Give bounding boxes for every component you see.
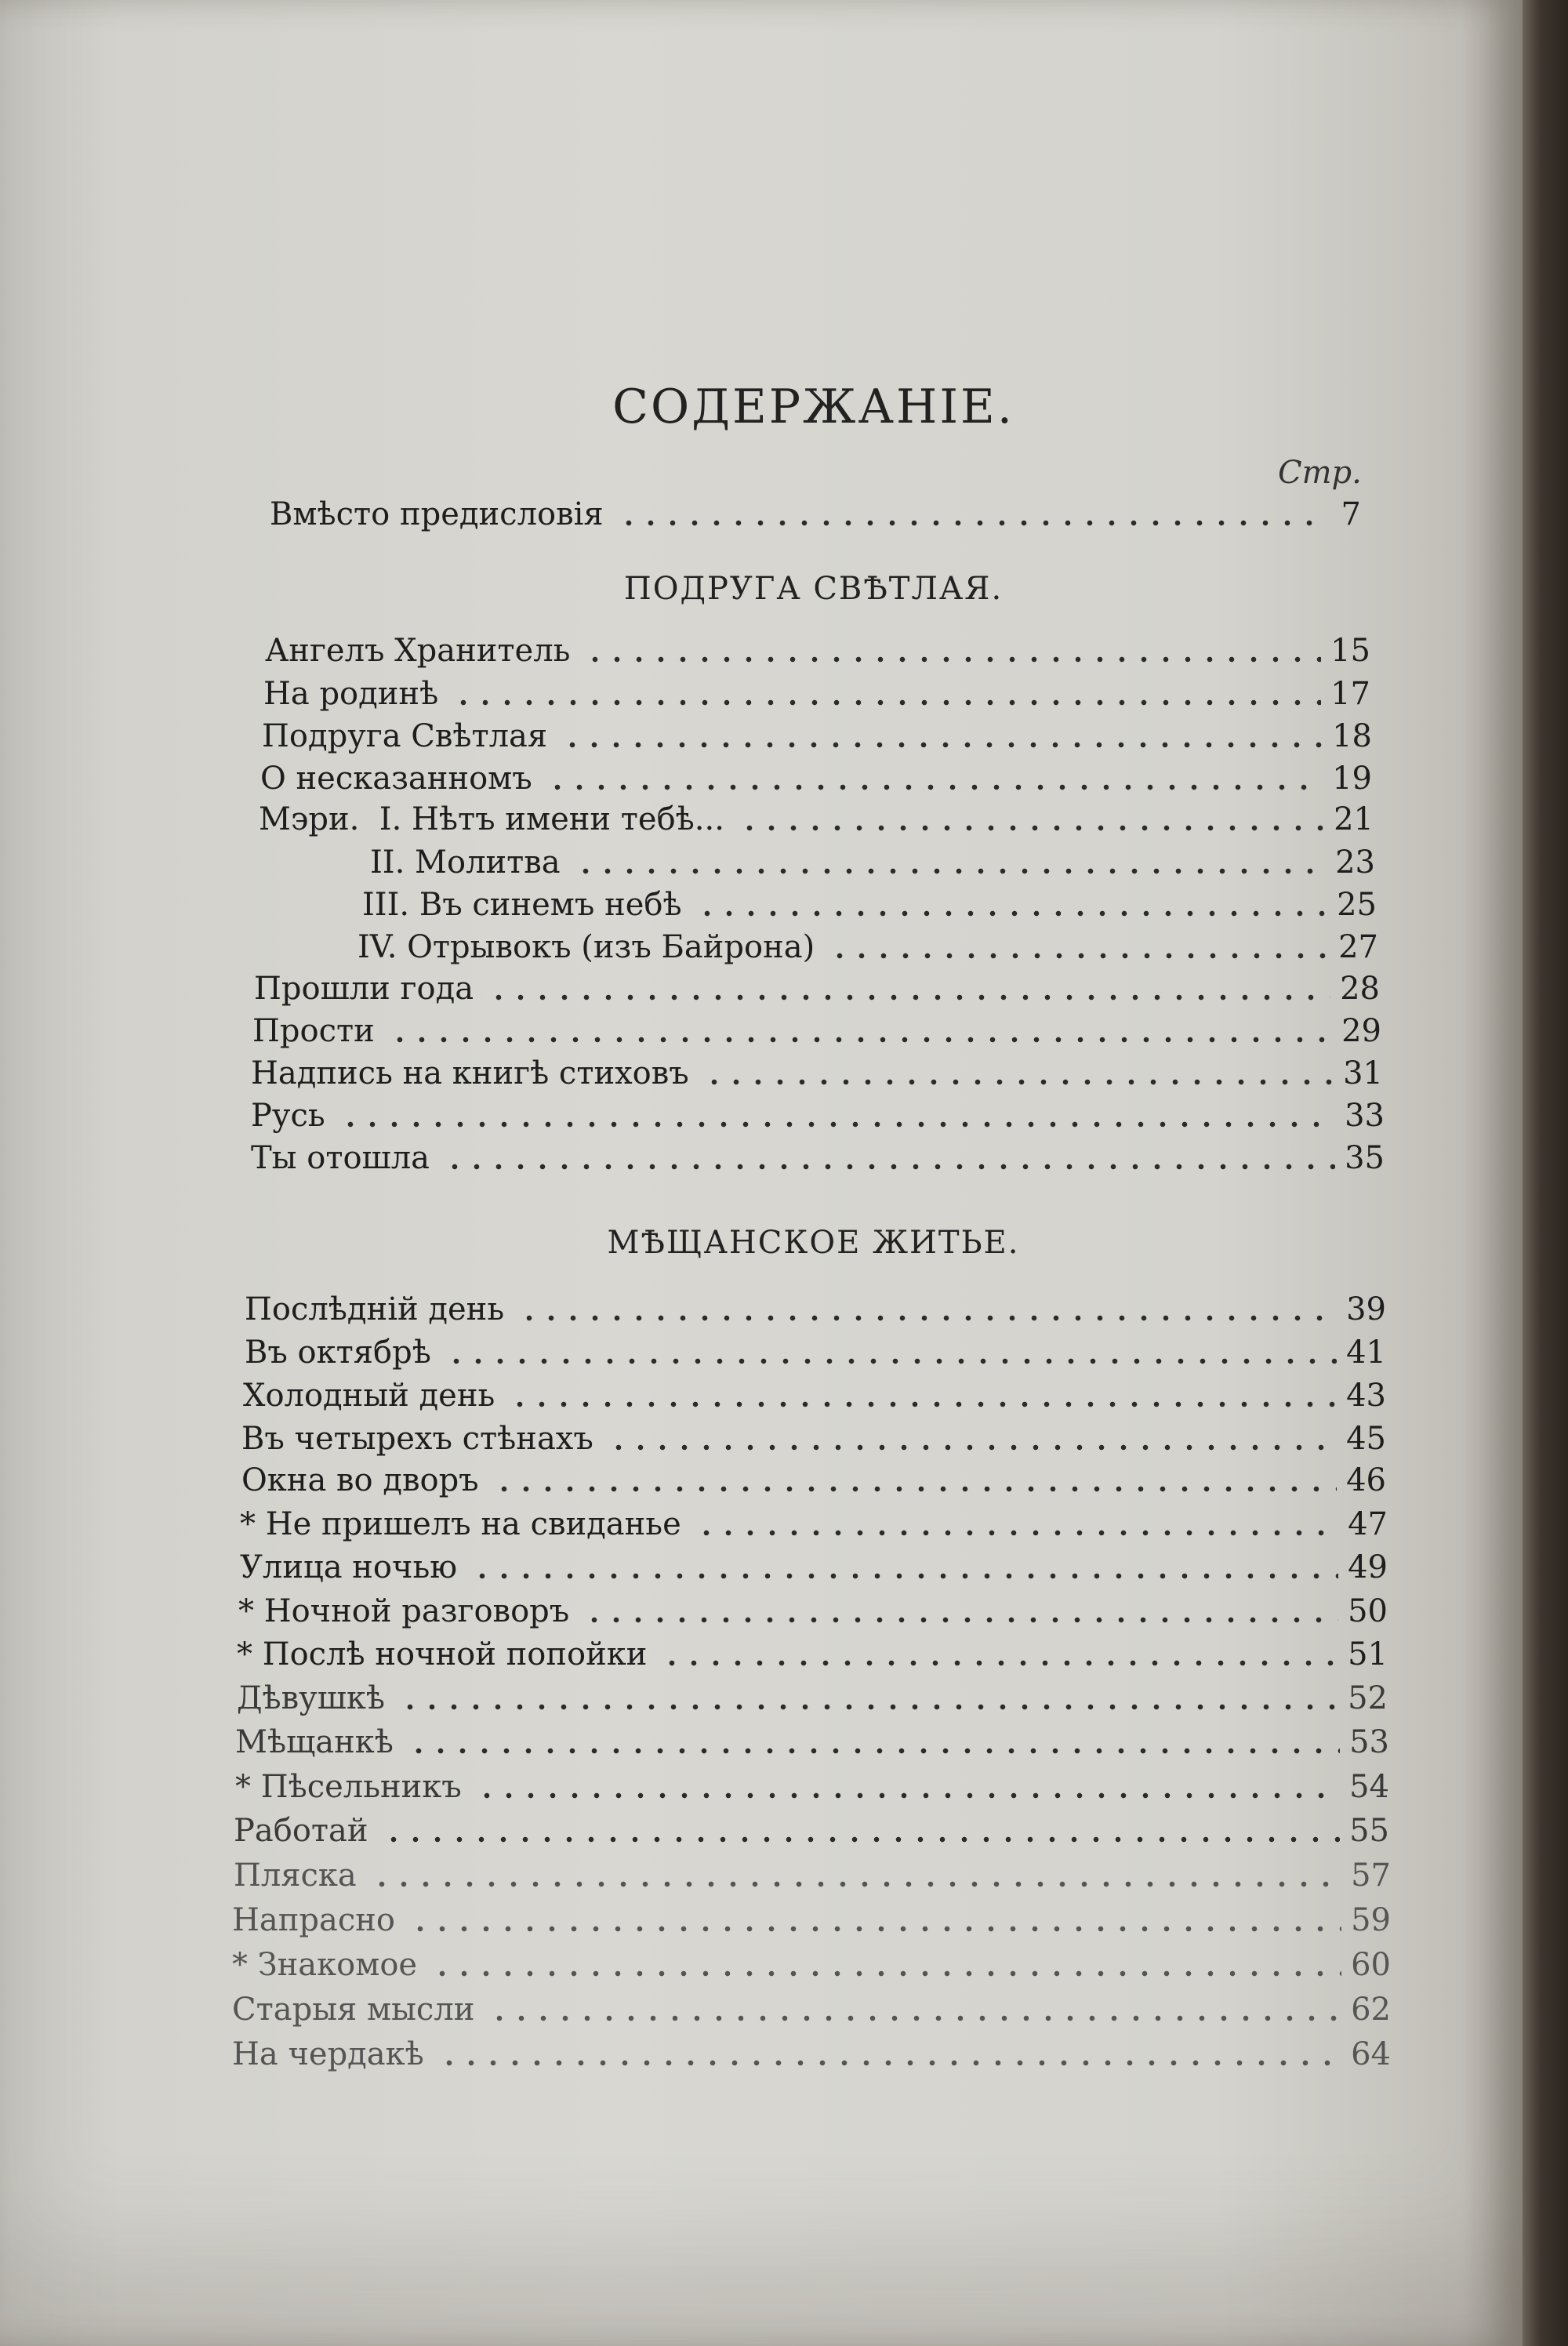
toc-entry <box>259 801 1374 841</box>
dot-leader <box>509 1399 1337 1410</box>
toc-entry-label: Ты отошла <box>251 1140 430 1176</box>
dot-leader <box>829 950 1329 961</box>
dot-leader <box>561 739 1323 750</box>
toc-entry-page: 45 <box>1346 1421 1386 1457</box>
toc-entry-label: * Послѣ ночной попойки <box>237 1636 648 1672</box>
dot-leader <box>444 1161 1335 1172</box>
toc-entry-page: 31 <box>1343 1055 1383 1091</box>
toc-entry-page: 54 <box>1349 1769 1389 1805</box>
section-title: ПОДРУГА СВѢТЛАЯ. <box>623 571 1004 607</box>
dot-leader <box>371 1879 1341 1890</box>
toc-entry-label: Окна во дворъ <box>241 1462 479 1498</box>
toc-entry-page: 46 <box>1346 1462 1386 1498</box>
toc-entry-page: 28 <box>1340 971 1380 1007</box>
toc-entry <box>260 761 1372 800</box>
toc-entry-page: 62 <box>1351 1992 1391 2028</box>
dot-leader <box>584 654 1321 665</box>
toc-entry-page: 53 <box>1349 1724 1389 1760</box>
toc-entry <box>252 1013 1381 1052</box>
page-column-header: Стр. <box>1278 455 1362 491</box>
dot-leader <box>408 1745 1340 1756</box>
toc-entry <box>237 1636 1388 1676</box>
book-spine-edge <box>1523 0 1568 2346</box>
toc-entry-page: 25 <box>1337 887 1377 923</box>
dot-leader <box>438 2057 1341 2068</box>
toc-entry-page: 19 <box>1332 761 1372 797</box>
dot-leader <box>452 697 1321 708</box>
toc-entry <box>265 633 1370 672</box>
toc-entry-label: * Ночной разговоръ <box>238 1593 570 1629</box>
dot-leader <box>661 1658 1338 1669</box>
toc-entry-label: Въ октябрѣ <box>245 1335 431 1371</box>
dot-leader <box>739 823 1324 833</box>
toc-entry <box>262 718 1372 757</box>
toc-entry-label: * Не пришелъ на свиданье <box>240 1506 681 1542</box>
toc-entry-label: На чердакѣ <box>232 2036 424 2072</box>
toc-entry-label: Мѣщанкѣ <box>235 1724 394 1760</box>
toc-entry-page: 50 <box>1348 1593 1388 1629</box>
toc-entry-page: 43 <box>1346 1378 1386 1414</box>
toc-entry-label: III. Въ синемъ небѣ <box>362 887 682 923</box>
toc-entry-page: 18 <box>1332 718 1372 754</box>
toc-entry-label: * Пѣсельникъ <box>235 1769 462 1805</box>
dot-leader <box>339 1119 1335 1130</box>
toc-entry-page: 23 <box>1335 844 1375 881</box>
toc-entry <box>235 1769 1389 1808</box>
toc-entry <box>234 1858 1391 1897</box>
toc-entry <box>245 1291 1386 1331</box>
dot-leader <box>389 1034 1332 1045</box>
toc-entry-page: 17 <box>1330 676 1370 712</box>
toc-entry <box>358 929 1378 968</box>
toc-entry-page: 51 <box>1348 1636 1388 1672</box>
toc-entry-page: 35 <box>1345 1140 1385 1176</box>
toc-entry-label: Мэри. I. Нѣтъ имени тебѣ... <box>259 801 724 837</box>
toc-entry <box>251 1055 1383 1095</box>
dot-leader <box>488 992 1330 1003</box>
toc-entry-label: IV. Отрывокъ (изъ Байрона) <box>358 929 815 965</box>
toc-entry-page: 33 <box>1345 1098 1385 1134</box>
toc-entry <box>232 1992 1391 2031</box>
toc-entry-page: 15 <box>1330 633 1370 669</box>
toc-entry-label: На родинѣ <box>263 676 439 712</box>
dot-leader <box>618 518 1312 528</box>
toc-entry-label: Холодный день <box>243 1378 495 1414</box>
toc-entry <box>270 496 1361 536</box>
dot-leader <box>608 1442 1337 1453</box>
dot-leader <box>431 1968 1341 1979</box>
toc-entry-page: 27 <box>1338 929 1378 965</box>
dot-leader <box>703 1077 1334 1088</box>
dot-leader <box>488 2013 1341 2024</box>
toc-entry-page: 41 <box>1346 1335 1386 1371</box>
toc-entry-label: Вмѣсто предисловія <box>270 496 604 532</box>
toc-entry-label: Дѣвушкѣ <box>237 1680 386 1716</box>
toc-entry-page: 7 <box>1341 496 1361 532</box>
toc-entry <box>243 1378 1386 1417</box>
dot-leader <box>399 1701 1338 1712</box>
toc-entry <box>241 1462 1386 1502</box>
toc-entry <box>245 1335 1386 1374</box>
toc-entry-page: 49 <box>1348 1549 1388 1585</box>
toc-entry-page: 39 <box>1346 1291 1386 1327</box>
toc-entry-label: О несказанномъ <box>260 761 532 797</box>
toc-entry <box>241 1421 1386 1460</box>
toc-entry-label: Работай <box>234 1813 368 1849</box>
dot-leader <box>518 1313 1337 1324</box>
toc-entry-label: Улица ночью <box>240 1549 458 1585</box>
toc-entry <box>232 1947 1391 1986</box>
toc-entry-label: Надпись на книгѣ стиховъ <box>251 1055 689 1091</box>
toc-entry <box>251 1098 1385 1137</box>
toc-entry-page: 47 <box>1348 1506 1388 1542</box>
dot-leader <box>445 1356 1337 1367</box>
toc-entry <box>232 1902 1391 1941</box>
toc-entry-page: 64 <box>1351 2036 1391 2072</box>
toc-entry-label: * Знакомое <box>232 1947 418 1983</box>
toc-entry <box>237 1680 1388 1720</box>
dot-leader <box>696 908 1327 919</box>
dot-leader <box>695 1527 1338 1538</box>
toc-entry <box>238 1593 1388 1632</box>
toc-entry-label: Ангелъ Хранитель <box>265 633 571 669</box>
toc-entry <box>240 1549 1388 1589</box>
toc-entry-page: 21 <box>1334 801 1374 837</box>
dot-leader <box>476 1790 1340 1801</box>
toc-entry-page: 55 <box>1349 1813 1389 1849</box>
toc-entry <box>251 1140 1385 1179</box>
toc-entry <box>234 1813 1389 1852</box>
section-title: МѢЩАНСКОЕ ЖИТЬЕ. <box>607 1225 1020 1261</box>
dot-leader <box>546 782 1323 793</box>
page-title: СОДЕРЖАНІЕ. <box>612 380 1014 434</box>
toc-entry-page: 52 <box>1348 1680 1388 1716</box>
toc-entry <box>263 676 1370 715</box>
toc-entry-label: Подруга Свѣтлая <box>262 718 548 754</box>
toc-entry <box>240 1506 1388 1545</box>
toc-entry <box>235 1724 1389 1763</box>
toc-entry-label: Послѣдній день <box>245 1291 505 1327</box>
toc-entry-label: Въ четырехъ стѣнахъ <box>241 1421 593 1457</box>
toc-entry-label: II. Молитва <box>370 844 561 881</box>
toc-entry-label: Русь <box>251 1098 325 1134</box>
dot-leader <box>575 866 1326 877</box>
toc-entry <box>362 887 1377 926</box>
dot-leader <box>493 1484 1337 1494</box>
dot-leader <box>471 1571 1338 1582</box>
toc-entry-label: Прости <box>252 1013 375 1049</box>
dot-leader <box>409 1923 1341 1934</box>
toc-entry-label: Старыя мысли <box>232 1992 475 2028</box>
toc-entry-page: 59 <box>1351 1902 1391 1938</box>
dot-leader <box>583 1614 1338 1625</box>
toc-entry-page: 60 <box>1351 1947 1391 1983</box>
toc-entry <box>254 971 1380 1010</box>
toc-entry <box>232 2036 1391 2075</box>
toc-entry-label: Напрасно <box>232 1902 395 1938</box>
dot-leader <box>383 1834 1341 1845</box>
toc-entry-page: 29 <box>1341 1013 1381 1049</box>
toc-entry-label: Пляска <box>234 1858 357 1894</box>
toc-entry <box>370 844 1375 884</box>
toc-entry-label: Прошли года <box>254 971 474 1007</box>
toc-entry-page: 57 <box>1351 1858 1391 1894</box>
